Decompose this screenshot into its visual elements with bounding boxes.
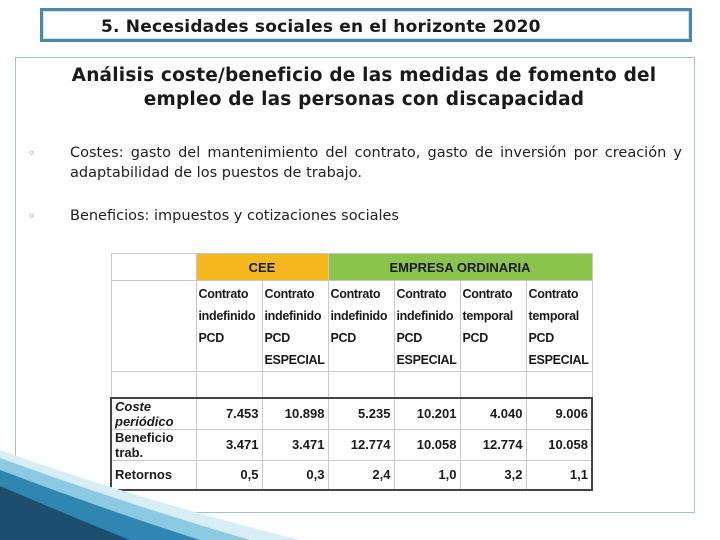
section-heading: Análisis coste/beneficio de las medidas de fomento del empleo de las personas con discapacidad bbox=[71, 65, 657, 110]
group-header-cee: CEE bbox=[196, 254, 328, 281]
row-label: Beneficio trab. bbox=[111, 429, 196, 460]
table-cell: 3.471 bbox=[196, 429, 262, 460]
bullet-beneficios bbox=[28, 206, 684, 228]
table-cell: 3,2 bbox=[460, 460, 526, 490]
table-cell: 1,1 bbox=[526, 460, 592, 490]
table-cell: 9.006 bbox=[526, 398, 592, 430]
row-label: Retornos bbox=[111, 460, 196, 490]
bullet-marker: ◦ bbox=[28, 146, 36, 160]
table-blank-cell bbox=[111, 281, 196, 372]
column-header: Contrato indefinido PCD bbox=[328, 281, 394, 372]
column-header: Contrato indefinido PCD ESPECIAL bbox=[262, 281, 328, 372]
table-cell: 2,4 bbox=[328, 460, 394, 490]
table-cell: 1,0 bbox=[394, 460, 460, 490]
table-cell: 5.235 bbox=[328, 398, 394, 430]
table-row-coste bbox=[111, 398, 592, 430]
table-cell: 12.774 bbox=[460, 429, 526, 460]
column-header: Contrato indefinido PCD bbox=[196, 281, 262, 372]
group-header-empresa: EMPRESA ORDINARIA bbox=[328, 254, 592, 281]
table-cell: 10.201 bbox=[394, 398, 460, 430]
table-cell: 7.453 bbox=[196, 398, 262, 430]
table-corner-cell bbox=[111, 254, 196, 281]
decorative-swoosh bbox=[0, 440, 300, 540]
column-header: Contrato temporal PCD ESPECIAL bbox=[526, 281, 592, 372]
bullet-costes bbox=[28, 143, 684, 187]
table-cell: 10.058 bbox=[526, 429, 592, 460]
bullet-text: Costes: gasto del mantenimiento del contrato, gasto de inversión por creación y adaptabilidad de los puestos de trabajo. bbox=[70, 145, 682, 181]
table-cell: 10.058 bbox=[394, 429, 460, 460]
slide-title: 5. Necesidades sociales en el horizonte 2020 bbox=[101, 17, 541, 37]
table-cell: 3.471 bbox=[262, 429, 328, 460]
table-cell: 4.040 bbox=[460, 398, 526, 430]
table-cell: 0,3 bbox=[262, 460, 328, 490]
bullet-marker: ◦ bbox=[28, 209, 36, 223]
table-cell: 12.774 bbox=[328, 429, 394, 460]
column-header: Contrato indefinido PCD ESPECIAL bbox=[394, 281, 460, 372]
column-header: Contrato temporal PCD bbox=[460, 281, 526, 372]
table-cell: 0,5 bbox=[196, 460, 262, 490]
bullet-text: Beneficios: impuestos y cotizaciones sociales bbox=[70, 208, 399, 224]
row-label: Coste periódico bbox=[111, 398, 196, 430]
table-cell: 10.898 bbox=[262, 398, 328, 430]
slide-title-box bbox=[40, 8, 692, 42]
